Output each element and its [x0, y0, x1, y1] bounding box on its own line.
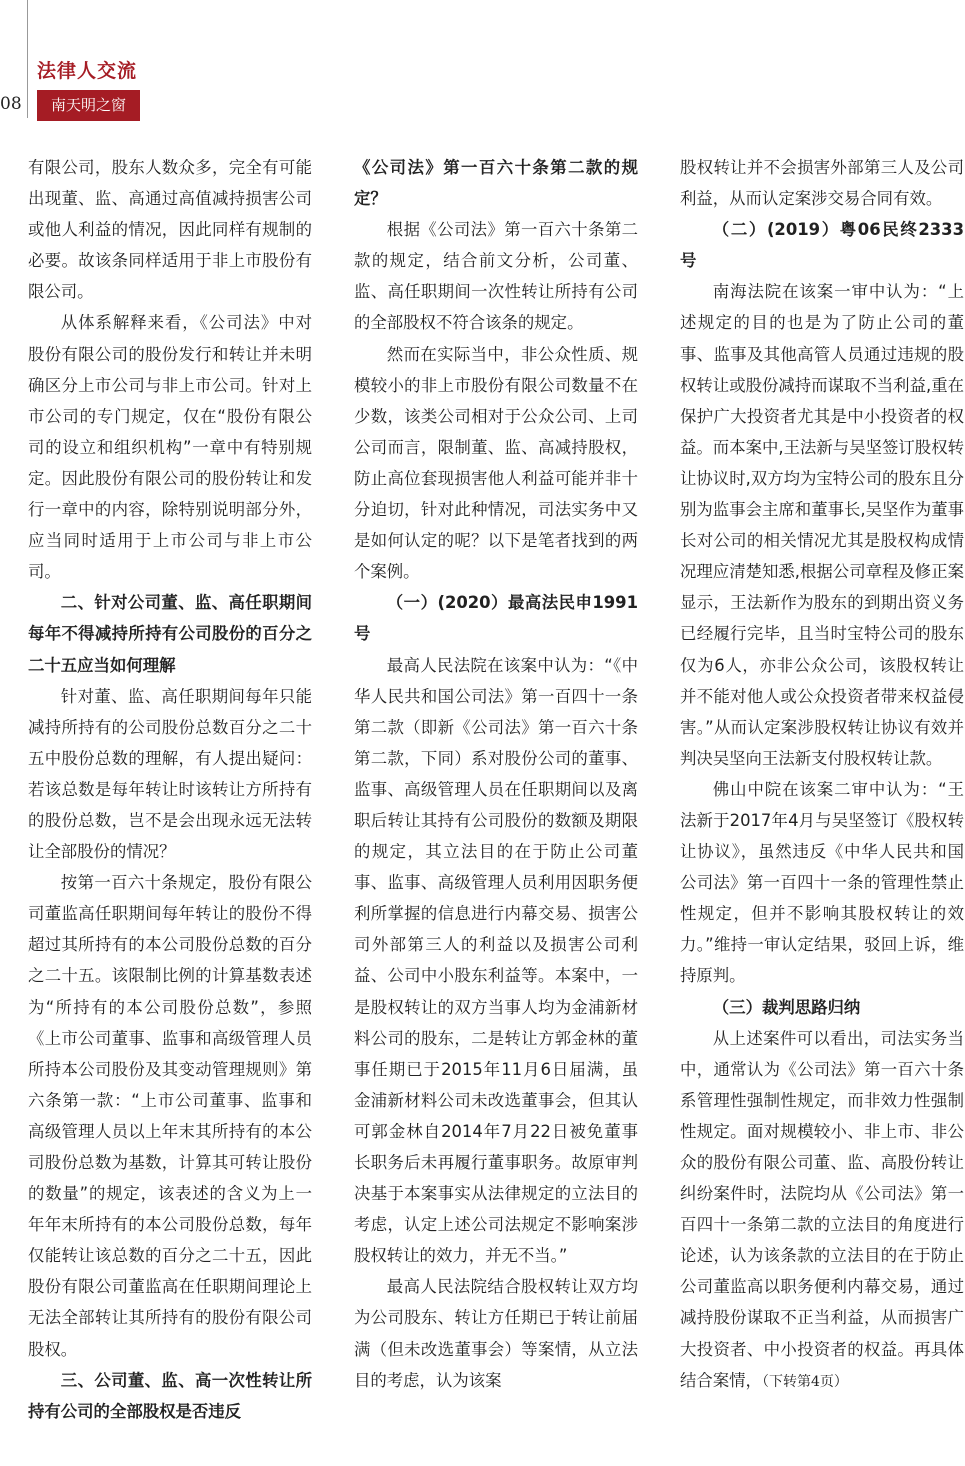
- text-column-1: [28, 152, 312, 1427]
- case-heading-2: （二）(2019）粤06民终2333号: [680, 220, 964, 271]
- column-banner: 南天明之窗: [37, 90, 140, 121]
- paragraph: 从体系解释来看，《公司法》中对股份有限公司的股份发行和转让并未明确区分上市公司与非上市公司。针对上市公司的专门规定，仅在“股份有限公司的设立和组织机构”一章中有特别规定。因此股份有限公司的股份转让和发行一章中的内容，除特别说明部分外，应当同时适用于上市公司与非上市公司。: [28, 313, 312, 582]
- paragraph: 南海法院在该案一审中认为：“上述规定的目的也是为了防止公司的董事、监事及其他高管人员通过违规的股权转让或股份减持而谋取不当利益,重在保护广大投资者尤其是中小投资者的权益。而本案中,王法新与吴坚签订股权转让协议时,双方均为宝特公司的股东且分别为监事会主席和董事长,吴坚作为董事长对公司的相关情况尤其是股权构成情况理应清楚知悉,根据公司章程及修正案显示，王法新作为股东的到期出资义务已经履行完毕，且当时宝特公司的股东仅为6人，亦非公众公司，该股权转让并不能对他人或公众投资者带来权益侵害。”从而认定案涉股权转让协议有效并判决吴坚向王法新支付股权转让款。: [680, 282, 964, 768]
- paragraph: 佛山中院在该案二审中认为：“王法新于2017年4月与吴坚签订《股权转让协议》，虽然违反《中华人民共和国公司法》第一百四十一条的管理性禁止性规定，但并不影响其股权转让的效力。”维持一审认定结果，驳回上诉，维持原判。: [680, 779, 964, 986]
- paragraph: 股权转让并不会损害外部第三人及公司利益，从而认定案涉交易合同有效。: [680, 158, 964, 209]
- subsection-heading: （三）裁判思路归纳: [712, 997, 861, 1017]
- paragraph: 然而在实际当中，非公众性质、规模较小的非上市股份有限公司数量不在少数，该类公司相对于公众公司、上司公司而言，限制董、监、高减持股权，防止高位套现损害他人利益可能并非十分迫切，针对此种情况，司法实务中又是如何认定的呢？以下是笔者找到的两个案例。: [354, 344, 638, 582]
- paragraph: 有限公司，股东人数众多，完全有可能出现董、监、高通过高值减持损害公司或他人利益的情况，因此同样有规制的必要。故该条同样适用于非上市股份有限公司。: [28, 158, 312, 302]
- text-column-2: [354, 152, 638, 1396]
- paragraph: 针对董、监、高任职期间每年只能减持所持有的公司股份总数百分之二十五中股份总数的理解，有人提出疑问：若该总数是每年转让时该转让方所持有的股份总数，岂不是会出现永远无法转让全部股份的情况？: [28, 686, 312, 862]
- section-title: 法律人交流: [37, 60, 138, 82]
- page-number: 08: [0, 94, 22, 114]
- paragraph: 根据《公司法》第一百六十条第二款的规定，结合前文分析，公司董、监、高任职期间一次性转让所持有公司的全部股权不符合该条的规定。: [354, 220, 638, 333]
- paragraph: 最高人民法院在该案中认为：“《中华人民共和国公司法》第一百四十一条第二款（即新《公司法》第一百六十条第二款，下同）系对股份公司的董事、监事、高级管理人员在任职期间以及离职后转让其持有公司股份的数额及期限的规定，其立法目的在于防止公司董事、监事、高级管理人员利用因职务便利所掌握的信息进行内幕交易、损害公司外部第三人的利益以及损害公司利益、公司中小股东利益等。本案中，一是股权转让的双方当事人均为金浦新材料公司的股东，二是转让方郭金林的董事任期已于2015年11月6日届满，虽金浦新材料公司未改选董事会，但其认可郭金林自2014年7月22日被免董事长职务后未再履行董事职务。故原审判决基于本案事实从法律规定的立法目的考虑，认定上述公司法规定不影响案涉股权转让的效力，并无不当。”: [354, 655, 638, 1266]
- case-heading-1: （一）(2020）最高法民申1991号: [354, 593, 638, 644]
- paragraph-text: 从上述案件可以看出，司法实务当中，通常认为《公司法》第一百六十条系管理性强制性规定，而非效力性强制性规定。面对规模较小、非上市、非公众的股份有限公司董、监、高股份转让纠纷案件时，法院均从《公司法》第一百四十一条第二款的立法目的角度进行论述，认为该条款的立法目的在于防止公司董监高以职务便利内幕交易，通过减持股份谋取不正当利益，从而损害广大投资者、中小投资者的权益。再具体结合案情，: [680, 1028, 964, 1390]
- section-heading-2: 二、针对公司董、监、高任职期间每年不得减持所持有公司股份的百分之二十五应当如何理解: [28, 593, 312, 675]
- section-heading-3-cont: 《公司法》第一百六十条第二款的规定？: [354, 158, 638, 209]
- text-column-3: [680, 152, 964, 1398]
- paragraph: [680, 1023, 964, 1398]
- continued-note: （下转第4页）: [761, 1373, 848, 1390]
- paragraph: 最高人民法院结合股权转让双方均为公司股东、转让方任期已于转让前届满（但未改选董事会）等案情，从立法目的考虑，认为该案: [354, 1277, 638, 1390]
- paragraph: 按第一百六十条规定，股份有限公司董监高任职期间每年转让的股份不得超过其所持有的本公司股份总数的百分之二十五。该限制比例的计算基数表述为“所持有的本公司股份总数”，参照《上市公司董事、监事和高级管理人员所持本公司股份及其变动管理规则》第六条第一款：“上市公司董事、监事和高级管理人员以上年末其所持有的本公司股份总数为基数，计算其可转让股份的数量”的规定，该表述的含义为上一年年末所持有的本公司股份总数，每年仅能转让该总数的百分之二十五，因此股份有限公司董监高在任职期间理论上无法全部转让其所持有的股份有限公司股权。: [28, 873, 312, 1359]
- header-rule: [27, 0, 28, 118]
- section-heading-3: 三、公司董、监、高一次性转让所持有公司的全部股权是否违反: [28, 1370, 312, 1421]
